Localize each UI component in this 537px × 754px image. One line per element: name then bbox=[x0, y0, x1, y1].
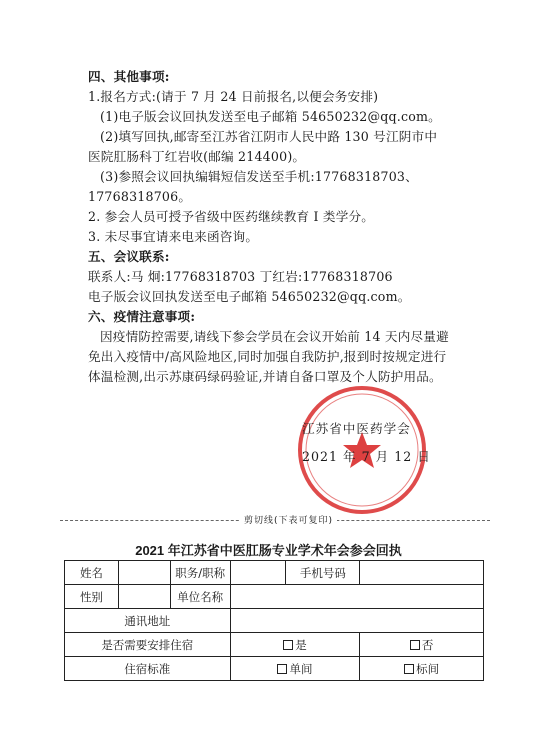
phone-label: 手机号码 bbox=[286, 561, 360, 585]
single-room-option[interactable] bbox=[230, 657, 360, 681]
registration-method: 1.报名方式:(请于 7 月 24 日前报名,以便会务安排) bbox=[88, 89, 379, 104]
table-row bbox=[65, 609, 484, 633]
unit-label: 单位名称 bbox=[170, 585, 230, 609]
table-row bbox=[65, 561, 484, 585]
epidemic-para-2: 免出入疫情中/高风险地区,同时加强自我防护,报到时按规定进行 bbox=[88, 349, 447, 364]
double-room-label: 标间 bbox=[416, 661, 440, 676]
receipt-form bbox=[64, 560, 484, 681]
lodging-label: 是否需要安排住宿 bbox=[65, 633, 231, 657]
checkbox-icon[interactable] bbox=[283, 640, 293, 650]
signature-date: 2021 年 7 月 12 日 bbox=[302, 449, 431, 464]
epidemic-para-3: 体温检测,出示苏康码绿码验证,并请自备口罩及个人防护用品。 bbox=[88, 369, 442, 384]
registration-mail-2: 医院肛肠科丁红岩收(邮编 214400)。 bbox=[88, 149, 306, 164]
name-label: 姓名 bbox=[65, 561, 119, 585]
checkbox-icon[interactable] bbox=[404, 664, 414, 674]
contact-email: 电子版会议回执发送至电子邮箱 54650232@qq.com。 bbox=[88, 289, 411, 304]
cut-line-label: 剪切线(下表可复印) bbox=[240, 513, 337, 526]
double-room-option[interactable] bbox=[360, 657, 484, 681]
table-row bbox=[65, 585, 484, 609]
position-field[interactable] bbox=[230, 561, 286, 585]
section-6-title: 六、疫情注意事项: bbox=[88, 309, 196, 324]
lodging-no-option[interactable] bbox=[360, 633, 484, 657]
signature-org: 江苏省中医药学会 bbox=[302, 421, 411, 436]
standard-label: 住宿标准 bbox=[65, 657, 231, 681]
table-row bbox=[65, 657, 484, 681]
lodging-yes-option[interactable] bbox=[230, 633, 360, 657]
position-label: 职务/职称 bbox=[170, 561, 230, 585]
name-field[interactable] bbox=[118, 561, 170, 585]
gender-field[interactable] bbox=[118, 585, 170, 609]
checkbox-icon[interactable] bbox=[277, 664, 287, 674]
epidemic-para-1: 因疫情防控需要,请线下参会学员在会议开始前 14 天内尽量避 bbox=[100, 329, 449, 344]
table-row bbox=[65, 633, 484, 657]
address-field[interactable] bbox=[230, 609, 483, 633]
registration-email: (1)电子版会议回执发送至电子邮箱 54650232@qq.com。 bbox=[100, 109, 441, 124]
contact-people: 联系人:马 炯:17768318703 丁红岩:17768318706 bbox=[88, 269, 393, 284]
unit-field[interactable] bbox=[230, 585, 483, 609]
single-room-label: 单间 bbox=[289, 661, 313, 676]
section-4-title: 四、其他事项: bbox=[88, 69, 170, 84]
address-label: 通讯地址 bbox=[65, 609, 231, 633]
form-title: 2021 年江苏省中医肛肠专业学术年会参会回执 bbox=[135, 543, 402, 558]
registration-mail-1: (2)填写回执,邮寄至江苏省江阴市人民中路 130 号江阴市中 bbox=[100, 129, 438, 144]
gender-label: 性别 bbox=[65, 585, 119, 609]
registration-sms-2: 17768318706。 bbox=[88, 189, 192, 204]
section-5-title: 五、会议联系: bbox=[88, 249, 170, 264]
lodging-yes-label: 是 bbox=[295, 637, 307, 652]
credit-note: 2. 参会人员可授予省级中医药继续教育 I 类学分。 bbox=[88, 209, 375, 224]
checkbox-icon[interactable] bbox=[410, 640, 420, 650]
lodging-no-label: 否 bbox=[421, 637, 434, 652]
phone-field[interactable] bbox=[360, 561, 484, 585]
registration-sms-1: (3)参照会议回执编辑短信发送至手机:17768318703、 bbox=[100, 169, 418, 184]
inquiry-note: 3. 未尽事宜请来电来函咨询。 bbox=[88, 229, 259, 244]
